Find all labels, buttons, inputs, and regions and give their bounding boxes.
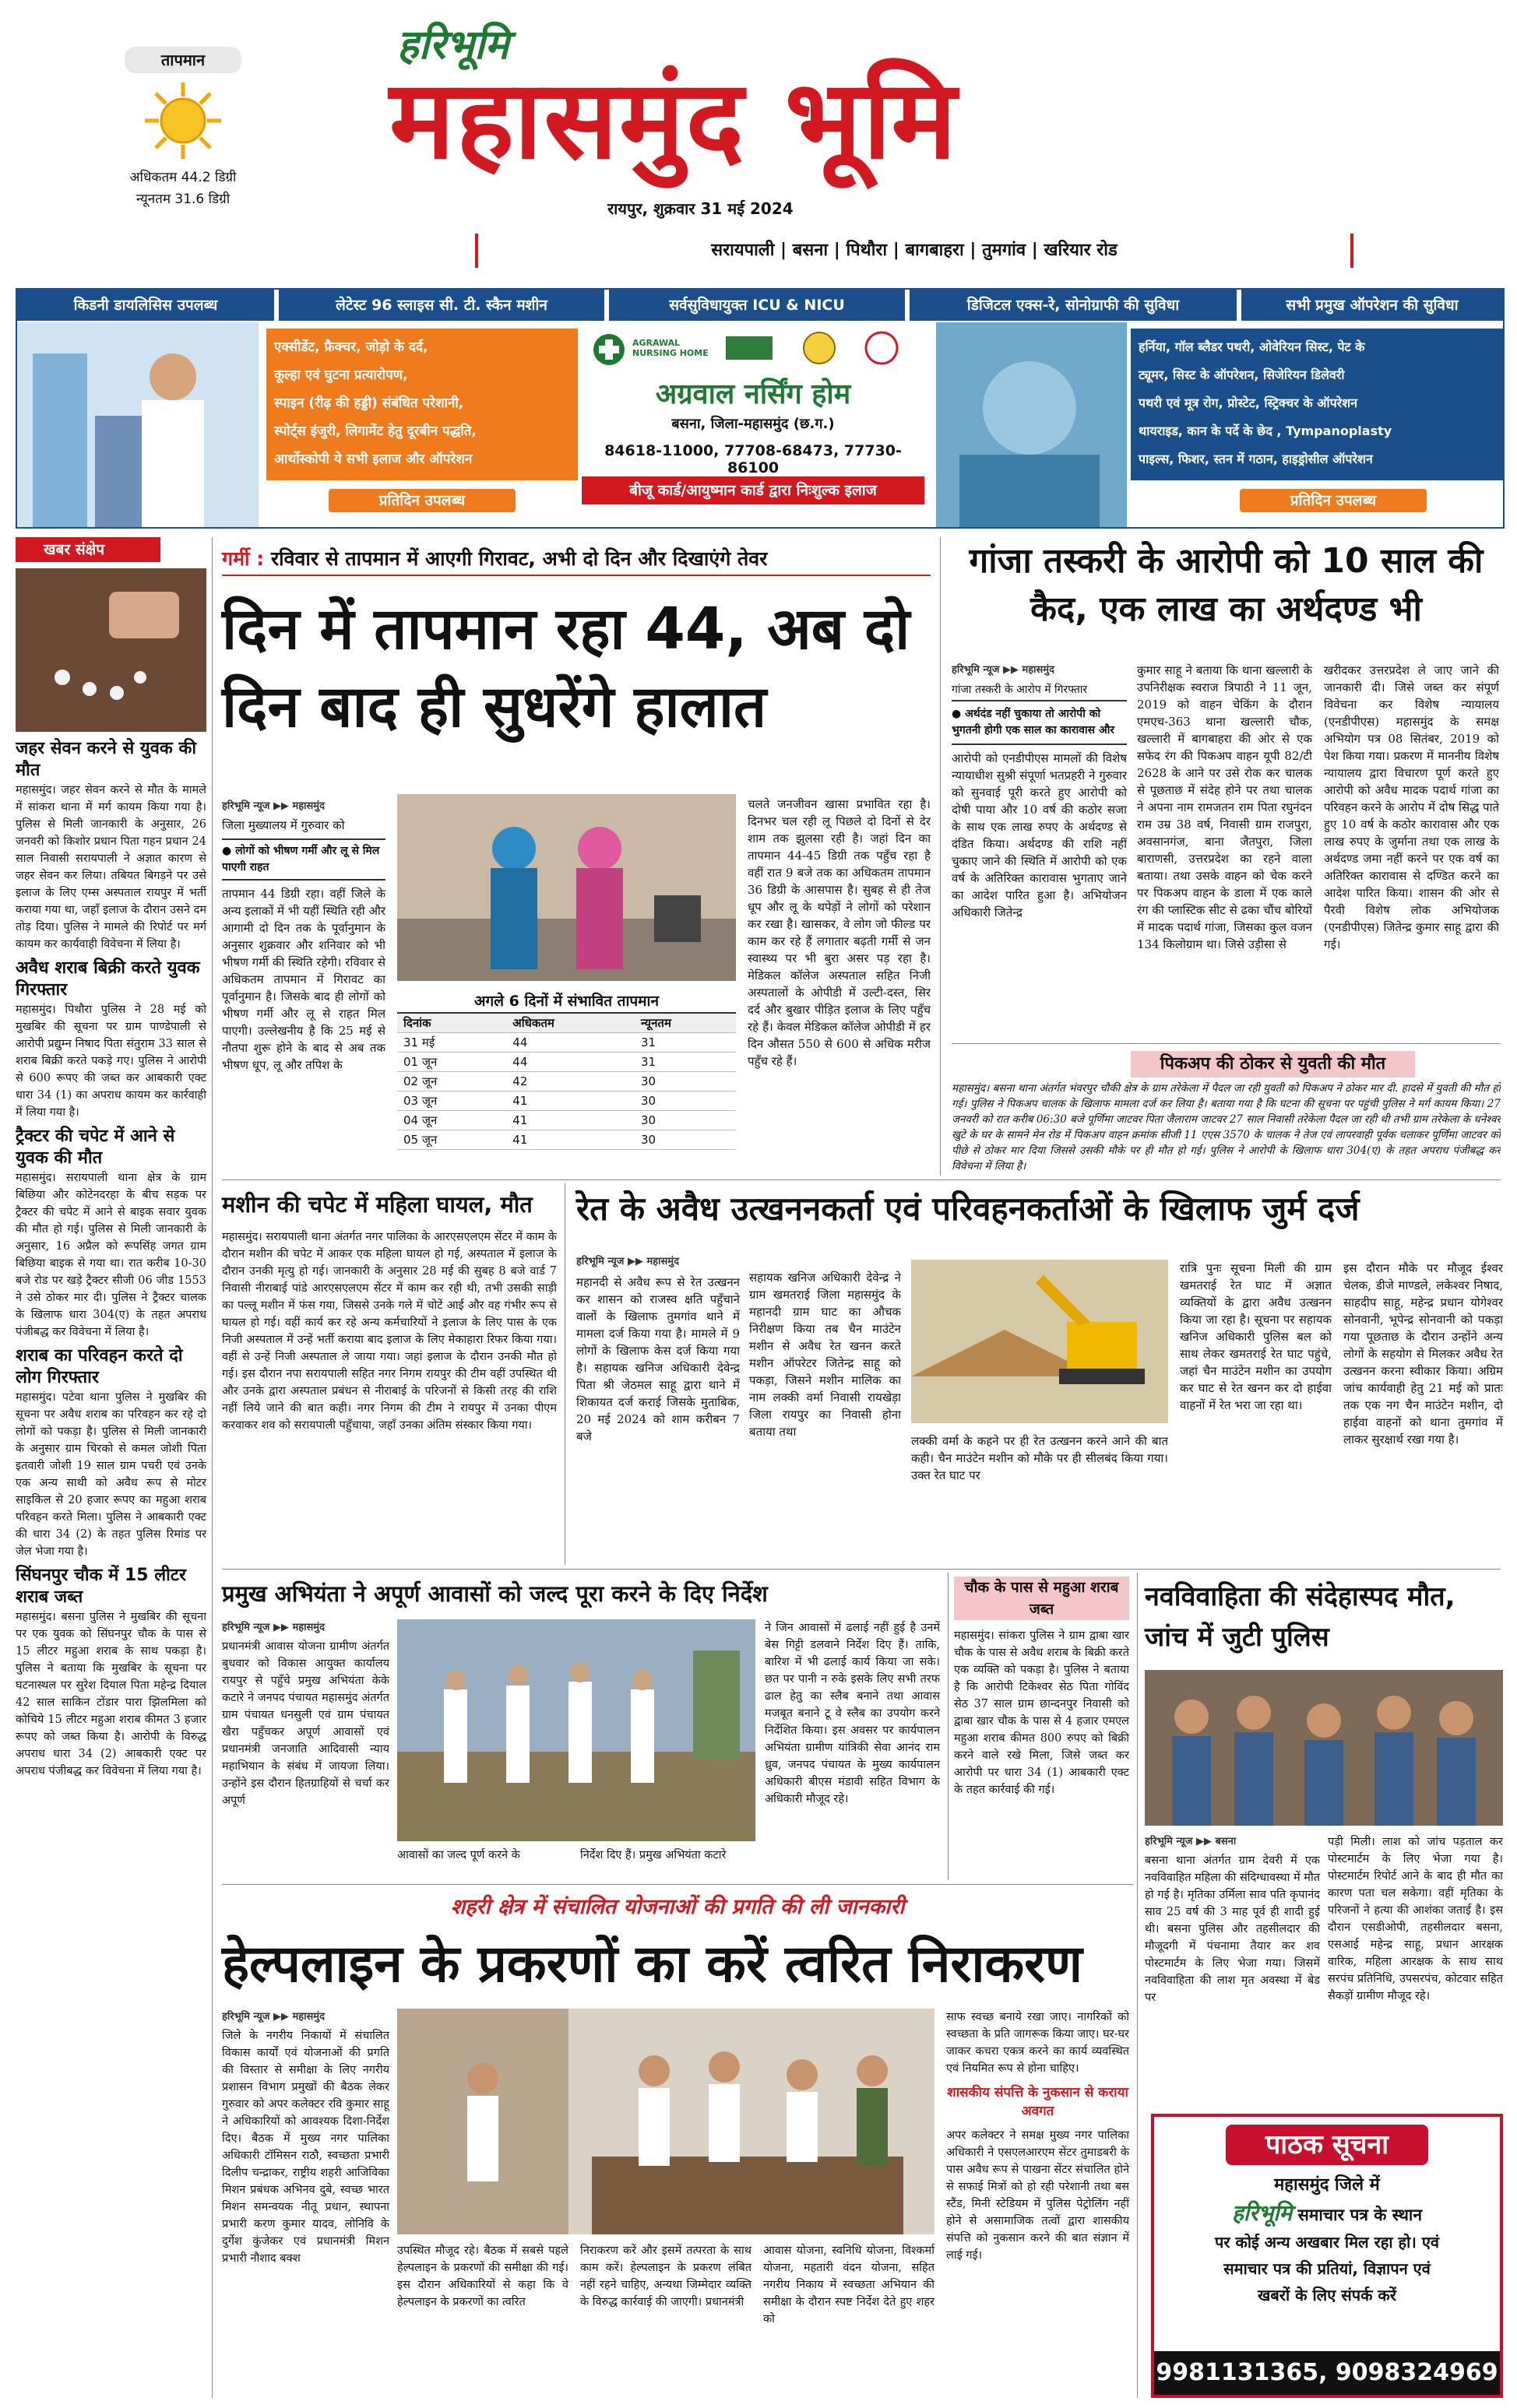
ad-feature-2: लेटेस्ट 96 स्लाइस सी. टी. स्कैन मशीन [279, 290, 604, 321]
notice-line-1: महासमुंद जिले में [1274, 2175, 1380, 2195]
brief-title: अवैध शराब बिक्री करते युवक गिरफ्तार [16, 958, 200, 1000]
weather-box [125, 47, 241, 272]
sand-photo-excavator [911, 1260, 1168, 1423]
awas-col1 [222, 1619, 389, 1876]
lead-kicker-text: रविवार से तापमान में आएगी गिरावट, अभी दो दिन और दिखाएंगे तेवर [270, 547, 768, 570]
ad-right-service: पथरी एवं मूत्र रोग, प्रोस्टेट, स्ट्रिक्चर के ऑपरेशन [1139, 395, 1357, 410]
awas-caption-1: आवासों का जल्द पूर्ण करने के [397, 1849, 520, 1861]
sand-col1 [576, 1253, 740, 1565]
table-cell: 30 [635, 1072, 736, 1092]
ad-left-service: एक्सीडेंट, फ्रैक्चर, जोड़ो के दर्द, [274, 339, 428, 355]
brief-tag: खबर संक्षेप [16, 537, 160, 562]
ganja-byline: हरिभूमि न्यूज ▶▶ महासमुंद [952, 664, 1054, 676]
accreditation-icons [726, 329, 920, 367]
notice-line-2: समाचार पत्र के स्थान [1297, 2206, 1422, 2224]
pickup-headline: पिकअप की ठोकर से युवती की मौत [1131, 1051, 1415, 1077]
table-header: न्यूनतम [635, 1014, 736, 1033]
ganja-col1 [952, 662, 1127, 1028]
ad-photo-surgery [936, 322, 1127, 527]
hospital-small-name: AGRAWAL NURSING HOME [632, 338, 709, 358]
ad-right-service: हर्निया, गॉल ब्लैडर पथरी, ओवेरियन सिस्ट, पेट के [1139, 339, 1365, 354]
ad-feature-5: सभी प्रमुख ऑपरेशन की सुविधा [1241, 290, 1503, 321]
awas-byline: हरिभूमि न्यूज ▶▶ महासमुंद [222, 1622, 325, 1633]
lead-kicker-label: गर्मी : [222, 547, 265, 570]
lead-text-1: जिला मुख्यालय में गुरुवार को [222, 818, 345, 832]
ad-left-service: आर्थोस्कोपी ये सभी इलाज और ऑपरेशन [274, 452, 473, 467]
brand-logo: हरिभूमि [397, 22, 509, 69]
hospital-name: अग्रवाल नर्सिंग होम [655, 378, 851, 410]
brief-photo-pills [16, 568, 206, 732]
sand-text-2: सहायक खनिज अधिकारी देवेन्द्र ने ग्राम खमतराई जिला महासमुंद के महानदी ग्राम घाट का औचक निरीक्षण किया तब चैन माउंटेन मशीन से अवैध रेत खनन करते मशीन ऑपरेटर जितेन्द्र साहू को पकड़ा, जिसने मशीन मालिक का नाम लक्की वर्मा निवासी रायखेड़ा जिला रायपुर का निवासी होना बताया तथा [749, 1271, 901, 1439]
ad-left-services [266, 329, 578, 480]
table-cell: 42 [506, 1072, 635, 1092]
brief-text: महासमुंद। पटेवा थाना पुलिस ने मुखबिर की सूचना पर अवैध शराब का परिवहन कर रहे दो लोगों को पकड़ा है। पुलिस से मिली जानकारी के अनुसार ग्राम चिरको से कमल जोशी पिता इतवारी जोशी 19 साल ग्राम पचरी एवं उनके एक अन्य साथी को अवैध रूप से मोटर साइकिल से 20 हजार रूपए का महुआ शराब परिवहन करते मिला। पुलिस ने आबकारी एक्ट की धारा 34 (2) के तहत पुलिस रिमांड पर जेल भेजा गया है। [16, 1391, 206, 1558]
sand-text-1: महानदी से अवैध रूप से रेत उत्खनन कर शासन को राजस्व क्षति पहुँचाने वालों के खिलाफ तुमगांव थाने में मामला दर्ज किया गया है। मामले में 9 लोगों के खिलाफ केस दर्ज किया गया है। सहायक खनिज अधिकारी देवेन्द्र पिता श्री जेठमल साहू द्वारा थाने में शिकायत दर्ज कराई जिसके मुताबिक, 20 मई 2024 को शाम करीबन 7 बजे [576, 1275, 740, 1443]
review-text-3: निराकरण करें और इसमें तत्परता के साथ काम करें। हेल्पलाइन के प्रकरण लंबित नहीं रहने चाहिए, अन्यथा जिम्मेदार व्यक्ति के विरुद्ध कार्रवाई की जाएगी। प्रधानमंत्री [580, 2245, 751, 2308]
brief-title: शराब का परिवहन करते दो लोग गिरफ्तार [16, 1346, 183, 1387]
review-col1 [222, 2009, 389, 2398]
ad-right-service: पाइल्स, फिशर, स्तन में गठान, हाइड्रोसील ऑपरेशन [1139, 452, 1373, 466]
ganja-text-1: आरोपी को एनडीपीएस मामलों की विशेष न्यायाधीश सुश्री संपूर्णा भतप्रहरी ने गुरुवार को सुनवाई पूरी करते हुए आरोपी को दोषी पाया और 10 वर्ष की कठोर सजा के साथ एक लाख रुपए के अर्थदण्ड से दंडित किया। अर्थदण्ड की राशि नहीं चुकाए जाने की स्थिति में आरोपी को एक वर्ष के अतिरिक्त कारावास भुगताए जाने का आदेश पारित हुआ है। अभियोजन अधिकारी जितेन्द्र [952, 751, 1127, 919]
table-cell: 41 [506, 1130, 635, 1150]
notice-brand: हरिभूमि [1232, 2200, 1293, 2226]
notice-line-2-row [1154, 2199, 1500, 2229]
sand-text-3: लक्की वर्मा के कहने पर ही रेत उत्खनन करने आने की बात कही। चैन माउंटेन मशीन को मौके पर ही सीलबंद किया गया। उक्त रेत घाट पर [911, 1434, 1168, 1482]
sun-icon [125, 73, 241, 167]
ad-right-service: थायराइड, कान के पर्दे के छेद , Tympanoplasty [1139, 424, 1392, 438]
review-text-2: उपस्थित मौजूद रहे। बैठक में सबसे पहले हेल्पलाइन के प्रकरणों की समीक्षा की गई। इस दौरान अधिकारियों से कहा कि वे हेल्पलाइन के प्रकरणों का त्वरित [397, 2245, 568, 2308]
notice-title: पाठक सूचना [1226, 2125, 1428, 2165]
reader-notice [1151, 2114, 1503, 2398]
brief-title: जहर सेवन करने से युवक की मौत [16, 739, 197, 780]
table-cell: 30 [635, 1111, 736, 1130]
lead-kicker [222, 543, 931, 576]
table-cell: 44 [506, 1033, 635, 1053]
brief-text: महासमुंद। बसना पुलिस ने मुखबिर की सूचना पर एक युवक को सिंघनपुर चौक के पास से 15 लीटर महुआ शराब के साथ पकड़ा है। पुलिस ने बताया कि मुखबिर के सूचना पर घटनास्थल पर सुरेश दियाल पिता महेन्द्र दियाल 42 साल साकिन टोंडार पारा झिलमिला को कोचिये 15 लीटर महुआ शराब कीमत 3 हजार रूपए को जब्त किया है। आरोपी के विरुद्ध अपराध धारा 34 (2) आबकारी एक्ट पर अपराध पंजीबद्ध कर विवेचना में लिया गया है। [16, 1611, 206, 1777]
review-col5 [946, 2009, 1129, 2398]
brief-title: सिंघनपुर चौक में 15 लीटर शराब जब्त [16, 1566, 186, 1607]
hospital-logo-icon [586, 330, 632, 369]
review-photo-meeting [397, 2009, 934, 2234]
hospital-address: बसना, जिला-महासमुंद (छ.ग.) [671, 416, 835, 432]
lead-headline: दिन में तापमान रहा 44, अब दो दिन बाद ही सुधरेंगे हालात [222, 596, 910, 740]
sand-byline: हरिभूमि न्यूज ▶▶ महासमुंद [576, 1256, 679, 1267]
table-cell: 31 [635, 1053, 736, 1072]
brief-text: महासमुंद। जहर सेवन करने से मौत के मामले में सांकरा थाना में मर्ग कायम किया गया है। पुलिस से मिली जानकारी के अनुसार, 26 जनवरी को किशोर प्रधान पिता गहन प्रधान 24 साल निवासी सरायपाली ने अज्ञात कारण से जहर सेवन कर लिया। तबियत बिगड़ने पर उसे इलाज के लिए एम्स अस्पताल रायपुर में भर्ती कराया गया था, जहाँ इलाज के दौरान उसने दम तोड़ दिया। पुलिस ने मामले की रिपोर्ट पर मर्ग कायम कर कार्यवाही विवेचना में लिया है। [16, 784, 206, 951]
lead-bullet-text: लोगों को भीषण गर्मी और लू से मिल पाएगी राहत [222, 845, 380, 874]
brief-title: ट्रैक्टर की चपेट में आने से युवक की मौत [16, 1127, 175, 1168]
awas-text-3: ने जिन आवासों में ढलाई नहीं हुई है उनमें बेस गिट्टी डलवाने निर्देश दिए हैं। ताकि, बारिश में भी ढलाई कार्य किया जा सके। छत पर पानी न रुके इसके लिए सभी तरफ ढाल हेतु का स्लैब बनाने तथा आवास मजबूत बनाने टू वे स्लैब का उपयोग करने निर्देशित किया। इस अवसर पर कार्यपालन अभियंता ग्रामीण यांत्रिकी सेवा आनंद राम ध्रुव, जनपद पंचायत के मुख्य कार्यपालन अधिकारी बीएस मंडावी सहित विभाग के अधिकारी मौजूद रहे। [765, 1622, 940, 1805]
table-row [397, 1092, 736, 1111]
brief-text: महासमुंद। पिथौरा पुलिस ने 28 मई को मुखबिर की सूचना पर ग्राम पाण्डेपाली से आरोपी प्रद्युम्न निषाद पिता संतुराम 33 साल से शराब बिक्री करते पकड़े गए। पुलिस ने आरोपी से 600 रूपए की जब्त कर आबकारी एक्ट धारा 34 (1) का अपराध कायम कर कार्रवाही में लिया गया है। [16, 1004, 206, 1119]
ad-right-service: ट्यूमर, सिस्ट के ऑपरेशन, सिजेरियन डिलेवरी [1139, 367, 1345, 382]
ad-right-services [1131, 329, 1503, 480]
table-cell: 44 [506, 1053, 635, 1072]
table-title: अगले 6 दिनों में संभावित तापमान [397, 990, 736, 1014]
ganja-tag: गांजा तस्करी के आरोप में गिरफ्तार [952, 679, 1127, 701]
awas-text-1: प्रधानमंत्री आवास योजना ग्रामीण अंतर्गत बुधवार को विकास आयुक्त कार्यालय रायपुर से पहुँचे प्रमुख अभियंता केके कटारे ने जनपद पंचायत महासमुंद अंतर्गत ग्राम पंचायत धनसुली एवं ग्राम पंचायत खैरा पहुँचकर अपूर्ण आवासों एवं प्रधानमंत्री जनजाति आदिवासी न्याय महाभियान के संबंध में जायजा लिया। उन्होंने इस दौरान हितग्राहियों से चर्चा कर अपूर्ण [222, 1640, 389, 1807]
edition-bar [475, 234, 1353, 268]
ad-left-service: स्पोर्ट्स इंजुरी, लिगामेंट हेतु दूरबीन पद्धति, [274, 424, 477, 439]
table-cell: 31 [635, 1033, 736, 1053]
table-cell: 31 मई [397, 1033, 506, 1053]
table-row [397, 1053, 736, 1072]
table-cell: 05 जून [397, 1130, 506, 1150]
review-subhead: शासकीय संपत्ति के नुकसान से कराया अवगत [947, 2085, 1128, 2119]
review-text-6: अपर कलेक्टर ने समक्ष मुख्य नगर पालिका अधिकारी ने एसएलआरएम सेंटर तुमाडबरी के पास अवैध रूप से पाखना सेंटर संचालित होने से सफाई मित्रों को हो रही परेशानी तथा बस स्टैंड, मिनी स्टेडियम में पुलिस पेट्रोलिंग नहीं होने से असामाजिक तत्वों द्वारा शासकीय संपत्ति को नुकसान करने की बात संज्ञान में लाई गई। [946, 2129, 1129, 2262]
notice-line-4: समाचार पत्र की प्रतियां, विज्ञापन एवं [1223, 2259, 1431, 2278]
table-header: अधिकतम [506, 1014, 635, 1033]
notice-line-5: खबरों के लिए संपर्क करें [1258, 2286, 1396, 2304]
table-row [397, 1130, 736, 1150]
ganja-bullet: ● अर्थदंड नहीं चुकाया तो आरोपी को भुगतनी होगी एक साल का कारावास और [952, 701, 1127, 745]
ad-photo-doctor [17, 322, 259, 527]
table-row [397, 1072, 736, 1092]
sand-headline: रेत के अवैध उत्खननकर्ता एवं परिवहनकर्ताओं के खिलाफ जुर्म दर्ज [576, 1190, 1360, 1228]
ad-feature-3: सर्वसुविधायुक्त ICU & NICU [609, 290, 905, 321]
table-cell: 03 जून [397, 1092, 506, 1111]
table-cell: 41 [506, 1111, 635, 1130]
dateline: रायपुर, शुक्रवार 31 मई 2024 [607, 199, 794, 218]
bride-photo-crowd [1145, 1670, 1503, 1826]
temperature-table [397, 990, 736, 1150]
awas-photo-visit [397, 1619, 755, 1841]
forecast-table [397, 1014, 736, 1150]
pickup-story [952, 1051, 1501, 1176]
table-cell: 01 जून [397, 1053, 506, 1072]
hospital-phones: 84618-11000, 77708-68473, 77730-86100 [604, 442, 902, 476]
review-byline: हरिभूमि न्यूज ▶▶ महासमुंद [222, 2011, 325, 2023]
brief-text: महासमुंद। सरायपाली थाना क्षेत्र के ग्राम बिछिया और कोटेनदरहा के बीच सड़क पर ट्रैक्टर की चपेट में आने से बाइक सवार युवक की मौत हो गई। पुलिस से मिली जानकारी के अनुसार, 16 अप्रैल को रूपसिंह जगत ग्राम बिछिया बाइक से गया था। रात करीब 10-30 बजे रोड पर खड़े ट्रैक्टर सीजी 06 जीड 1553 ने उसे ठोकर मार दी। पुलिस ने ट्रैक्टर चालक के खिलाफ धारा 304(ए) के तहत अपराध पंजीबद्ध कर विवेचना में लिया है। [16, 1172, 206, 1338]
machine-text: महासमुंद। सरायपाली थाना अंतर्गत नगर पालिका के आरएसएलएम सेंटर में काम के दौरान मशीन की चपेट में आकर एक महिला घायल हो गई, अस्पताल में इलाज के दौरान उनकी मृत्यु हो गई। जानकारी के अनुसार 28 मई की सुबह 8 बजे वार्ड 7 निवासी नीराबाई पांडे आरएसएलएम सेंटर में काम कर रही थी, तभी उसकी साड़ी का पल्लू मशीन में फंस गया, जिससे उनके गले में चोटें आई और वह गंभीर रूप से घायल हो गई। वहीं कार्य कर रहे अन्य कर्मचारियों ने इलाज के लिए पास के एक निजी अस्पताल में उन्हें भर्ती कराया बाद इलाज के लिए मेकाहारा रिफर किया गया। वहीं से उन्हें निजी अस्पताल ले जाया गया। जहां इलाज के दौरान उनकी मौत हो गई। इस दौरान नपा सरायपाली सहित नगर निगम रायपुर की टीम वहीं उपस्थित थी और उनके द्वारा अस्पताल प्रबंधन से नीराबाई के परिजनों से किसी तरह की राशि नहीं लिये जाने की बात कही। नगर निगम की टीम ने रायपुर में उनका पीएम करवाकर शव को सरायपाली पहुँचाया, जहाँ उनका अंतिम संस्कार किया गया। [222, 1231, 557, 1432]
ad-left-service: स्पाइन (रीढ़ की हड्डी) संबंधित परेशानी, [274, 395, 464, 411]
ad-left-tag: प्रतिदिन उपलब्ध [329, 489, 516, 512]
lead-text-3: चलते जनजीवन खासा प्रभावित रहा है। दिनभर चल रही लू पिछले दो दिनों से देर शाम तक झुलसा रही है। जहां दिन का तापमान 44-45 डिग्री तक पहुँच रहा है वहीं रात 9 बजे तक का अधिकतम तापमान 36 डिग्री के आसपास है। सुबह से ही तेज धूप और लू के थपेड़ों ने लोगों को परेशान कर रखा है। खासकर, वे लोग जो फील्ड पर काम कर रहे हैं लगातार बढ़ती गर्मी से जन स्वास्थ्य पर भी बुरा असर पड़ रहा है। मेडिकल कॉलेज अस्पताल सहित निजी अस्पतालों के ओपीडी में उल्टी-दस्त, सिर दर्द और बुखार पीड़ित इलाज के लिए पहुँच रहे हैं। केवल मेडिकल कॉलेज ओपीडी में हर दिन औसत 550 से 600 से अधिक मरीज पहुँच रहे हैं। [748, 797, 931, 1068]
hospital-card: बीजू कार्ड/आयुष्मान कार्ड द्वारा निःशुल्क इलाज [582, 476, 924, 504]
table-header: दिनांक [397, 1014, 506, 1033]
awas-headline: प्रमुख अभियंता ने अपूर्ण आवासों को जल्द पूरा करने के दिए निर्देश [222, 1580, 768, 1607]
table-row [397, 1111, 736, 1130]
edition-list: सरायपाली | बसना | पिथौरा | बागबाहरा | तुमगांव | खरियार रोड [711, 241, 1118, 260]
bride-text-1: बसना थाना अंतर्गत ग्राम देवरी में एक नवविवाहित महिला की संदिग्धावस्था में मौत हो गई है। मृतिका उर्मिला साव पति कृपानंद साव 25 वर्ष की 3 माह पूर्व ही शादी हुई थी। बसना पुलिस और तहसीलदार की मौजूदगी में पंचनामा तैयार कर शव पोस्टमार्टम के लिए भेजा गया। जिसमें नवविवाहिता की लाश मृत अवस्था में बेड पर [1145, 1854, 1320, 2004]
weather-max: अधिकतम 44.2 डिग्री [129, 170, 237, 185]
awas-caption-2: निर्देश दिए हैं। प्रमुख अभियंता कटारे [580, 1849, 727, 1861]
ad-right-tag: प्रतिदिन उपलब्ध [1240, 489, 1427, 512]
sand-text-5: इस दौरान मौके पर मौजूद ईश्वर चेलक, डीजे माण्डले, लकेश्वर निषाद, साहदीप साहू, महेन्द्र प्रधान योगेश्वर सोनवानी, भूपेन्द्र सोनवानी को पकड़ा गया पूछताछ के दौरान उन्होंने अन्य लोगों के सहयोग से मिलकर अवैध रेत उत्खनन करना स्वीकार किया। अग्रिम जांच कार्यवाही हेतु 21 मई को प्रातः तक एक नग चैन माउंटेन मशीन, दो हाईवा वाहनों को थाना तुमगांव में लाकर सुरक्षार्थ रखा गया है। [1343, 1261, 1503, 1447]
bride-byline: हरिभूमि न्यूज ▶▶ बसना [1145, 1836, 1237, 1847]
ad-feature-4: डिजिटल एक्स-रे, सोनोग्राफी की सुविधा [910, 290, 1237, 321]
ganja-headline: गांजा तस्करी के आरोपी को 10 साल की कैद, एक लाख का अर्थदण्ड भी [969, 541, 1484, 629]
bride-headline: नवविवाहिता की संदेहास्पद मौत, जांच में जुटी पुलिस [1145, 1581, 1455, 1653]
brief-column [16, 537, 206, 2398]
machine-headline: मशीन की चपेट में महिला घायल, मौत [222, 1191, 533, 1218]
lead-text-2: तापमान 44 डिग्री रहा। वहीं जिले के अन्य इलाकों में भी यहीं स्थिति रही और आगामी दो दिन तक के पूर्वानुमान के अनुसार शुक्रवार और शनिवार को भी भीषण गर्मी की स्थिति रहेगी। रविवार से अधिकतम तापमान में गिरावट का पूर्वानुमान है। जिसके बाद ही लोगों को भीषण गर्मी और लू से राहत मिल पाएगी। उल्लेखनीय है कि 25 मई से नौतपा शुरू होने के बाद से अब तक भीषण धूप, लू और तपिश के [222, 887, 385, 1072]
lead-bullet: ● लोगों को भीषण गर्मी और लू से मिल पाएगी राहत [222, 838, 385, 881]
ad-left-service: कूल्हा एवं घुटना प्रत्यारोपण, [274, 367, 408, 383]
table-cell: 30 [635, 1092, 736, 1111]
ganja-bullet-text: अर्थदंड नहीं चुकाया तो आरोपी को भुगतनी होगी एक साल का कारावास और [952, 708, 1115, 736]
review-text-1: जिले के नगरीय निकायों में संचालित विकास कार्यों एवं योजनाओं की प्रगति की विस्तार से समीक्षा के लिए नगरीय प्रशासन विभाग प्रमुखों की बैठक लेकर गुरुवार को अपर कलेक्टर रवि कुमार साहू ने अधिकारियों को आवश्यक दिशा-निर्देश दिए। बैठक में मुख्य नगर पालिका अधिकारी टॉमिसन राठौ, स्वच्छता प्रभारी दिलीप चन्द्राकर, राष्ट्रीय शहरी आजिविका मिशन प्रबंधक अभिनव दुबे, स्वच्छ भारत मिशन समन्वयक नीतू प्रधान, स्थापना प्रभारी करण कुमार यादव, लोनिवि के दुर्गेश कुंजेकर एवं प्रधानमंत्री मिशन प्रभारी नौशाद बक्श [222, 2030, 389, 2265]
mahua-headline: चौक के पास से महुआ शराब जब्त [954, 1577, 1129, 1620]
table-cell: 41 [506, 1092, 635, 1111]
table-cell: 04 जून [397, 1111, 506, 1130]
pickup-text: महासमुंद। बसना थाना अंतर्गत भंवरपुर चौकी क्षेत्र के ग्राम तरेकेला में पैदल जा रही युवती को पिकअप ने ठोकर मार दी. हादसे में युवती की मौत हो गई। पुलिस ने पिकअप चालक के खिलाफ मामला दर्ज कर लिया है। बताया गया है कि घटना की सूचना पर पहुंची पुलिस ने मर्ग कायम किया। 27 जनवरी को रात करीब 06:30 बजे पूर्णिमा जाटवर पिता जैलाराम जाटवर 27 साल निवासी तरेकेला पैदल जा रही थी तभी ग्राम तरेकेला के धनेश्वर खुटे के घर के सामने मेन रोड में पिकअप वाहन क्रमांक सीजी 11 एएस 3570 के चालक ने तेज एवं लापरवाही पूर्वक चलाकर पूर्णिमा जाटवर को पीछे से ठोकर मार दिया जिससे उसकी मौके पर ही मौत हो गई। पुलिस ने आरोपी के खिलाफ धारा 304(ए) के तहत अपराध पंजीबद्ध कर विवेचना में लिया है। [952, 1082, 1501, 1172]
ganja-text-3: खरीदकर उत्तरप्रदेश ले जाए जाने की जानकारी दी। जिसे जब्त कर संपूर्ण विवेचना कर विशेष न्यायालय (एनडीपीएस) महासमुंद के समक्ष अभियोग पत्र 08 सितंबर, 2019 को पेश किया गया। प्रकरण में माननीय विशेष न्यायालय द्वारा विचारण पूर्ण करते हुए आरोपी को अवैध मादक पदार्थ गांजा का परिवहन करने के आरोप में दोष सिद्ध पाते हुए 10 वर्ष के कठोर कारावास और एक लाख रुपए के जुर्माना तथा एक लाख के अर्थदण्ड जमा नहीं करने पर एक वर्ष का अतिरिक्त कारावास से दण्डित करने का आदेश पारित किया। शासन की ओर से पैरवी विशेष लोक अभियोजक (एनडीपीएस) जितेन्द्र कुमार साहू द्वारा की गई। [1324, 663, 1499, 951]
ganja-text-2: कुमार साहू ने बताया कि थाना खल्लारी के उपनिरीक्षक स्वराज त्रिपाठी ने 11 जून, 2019 को वाहन चेकिंग के दौरान एमएच-363 थाना खल्लारी चौक, खल्लारी में बागबाहरा की ओर से एक सफेद रंग की पिकअप वाहन यूपी 82/टी 2628 के आने पर उसे रोक कर चालक से पूछताछ में संदेह होने पर तथा चालक ने अपना नाम रामजतन राम पिता रघुनंदन राम उम्र 38 वर्ष, निवासी ग्राम राजपुरा, अवसानगंज, बाना जैतपुरा, जिला बाराणसी, उत्तरप्रदेश का रहने वाला बताया। तथा उसके वाहन को चेक करने पर पिकअप वाहन के डाला में एक काले रंग की प्लास्टिक सीट से ढका चौंच बोरियों में मादक पदार्थ गांजा, जिसका कुल वजन 134 किलोग्राम था। जिसे उड़ीसा से [1137, 663, 1312, 951]
lead-photo-women [397, 794, 736, 981]
notice-line-3: पर कोई अन्य अखबार मिल रहा हो। एवं [1214, 2233, 1440, 2252]
notice-phones: 9981131365, 9098324969 [1154, 2351, 1500, 2395]
lead-col1 [222, 798, 385, 1164]
table-row [397, 1033, 736, 1053]
mahua-text: महासमुंद। सांकरा पुलिस ने ग्राम द्वाबा खार चौक के पास से अवैध शराब के बिक्री करते एक व्यक्ति को पकड़ा है। पुलिस ने बताया है कि आरोपी टिकेश्वर सेठ पिता गोविंद सेठ 37 साल ग्राम छान्दनपुर निवासी को द्वाबा खार चौक के पास से 4 हजार एमएल महुआ शराब कीमत 800 रुपए को बिक्री करने वाले रखे मिला, जिसे जब्त कर आरोपी पर धारा 34 (1) आबकारी एक्ट के तहत कार्रवाई की गई। [954, 1629, 1129, 1796]
weather-label: तापमान [125, 47, 241, 73]
hospital-ad [16, 288, 1505, 529]
bride-col1 [1145, 1833, 1320, 2090]
masthead-title: महासमुंद भूमि [389, 57, 959, 184]
lead-byline: हरिभूमि न्यूज ▶▶ महासमुंद [222, 800, 325, 812]
review-kicker: शहरी क्षेत्र में संचालित योजनाओं की प्रगति की ली जानकारी [450, 1895, 905, 1919]
sand-text-4: रात्रि पुनः सूचना मिली की ग्राम खमतराई रेत घाट में अज्ञात व्यक्तियों के द्वारा अवैध उत्खनन किया जा रहा है। सूचना पर सहायक खनिज अधिकारी पुलिस बल को साथ लेकर खमतराई रेत घाट पहुंचे, जहां चैन माउंटेन मशीन का उपयोग कर घाट से रेत खनन कर दो हाईवा वाहनों में रेत भरा जा रहा था। [1180, 1261, 1332, 1412]
table-cell: 30 [635, 1130, 736, 1150]
weather-min: न्यूनतम 31.6 डिग्री [136, 192, 231, 207]
ad-feature-1: किडनी डायलिसिस उपलब्ध [17, 290, 274, 321]
table-cell: 02 जून [397, 1072, 506, 1092]
review-headline: हेल्पलाइन के प्रकरणों का करें त्वरित निराकरण [222, 1934, 1082, 1994]
review-text-5: साफ स्वच्छ बनाये रखा जाए। नागरिकों को स्वच्छता के प्रति जागरूक किया जाए। घर-घर जाकर कचरा एकत्र करने का कार्य व्यवस्थित एवं नियमित रूप से होना चाहिए। [946, 2011, 1129, 2075]
review-text-4: आवास योजना, स्वनिधि योजना, विश्कर्मा योजना, महतारी वंदन योजना, सहित नगरीय निकाय में स्वच्छता अभियान की समीक्षा के दौरान स्पष्ट निर्देश देते हुए शहर को [763, 2245, 934, 2325]
bride-text-2: पड़ी मिली। लाश को जांच पड़ताल कर पोस्टमार्टम के लिए भेजा गया है। पोस्टमार्टम रिपोर्ट आने के बाद ही मौत का कारण पता चल सकेगा। वहीं मृतिका के परिजनों ने हत्या की आशंका जताई है। इस दौरान एसडीओपी, तहसीलदार बसना, एसआई महेन्द्र साहू, प्रधान आरक्षक वारिक, महिला आरक्षक के साथ साथ सरपंच प्रतिनिधि, उपसरपंच, कोटवार सहित सैकड़ों ग्रामीण मौजूद रहे। [1328, 1836, 1503, 2002]
